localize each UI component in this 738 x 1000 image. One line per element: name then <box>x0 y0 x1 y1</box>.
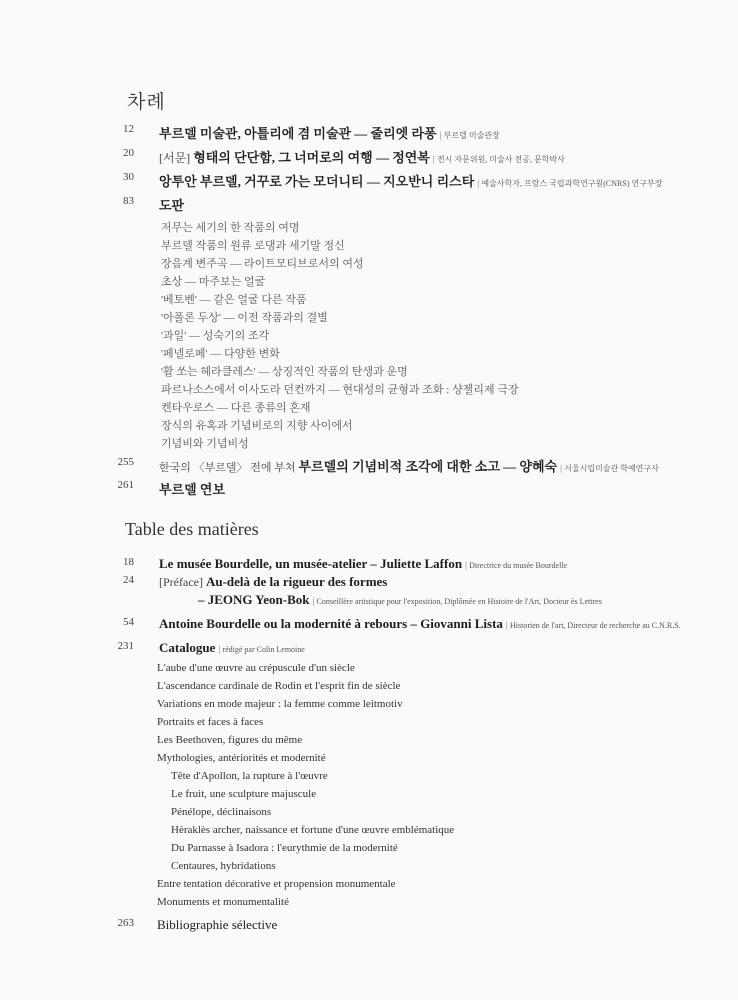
catalogue-section: Portraits et faces à faces <box>157 716 264 728</box>
plate-section: '과일' — 성숙기의 조각 <box>161 330 270 342</box>
french-toc-heading: Table des matières <box>125 519 259 539</box>
page-number: 261 <box>117 479 134 491</box>
entry-author-role: 전시 자문위원, 미술사 전공, 문학박사 <box>436 155 565 164</box>
entry-title: 형태의 단단함, 그 너머로의 여행 — 정연복 <box>193 150 430 165</box>
entry-title: 부르델 연보 <box>159 482 226 497</box>
entry-author-role: 서울시립미술관 학예연구사 <box>564 464 659 473</box>
catalogue-section: Les Beethoven, figures du même <box>157 734 303 746</box>
entry-title: Bibliographie sélective <box>157 917 278 932</box>
catalogue-section: Monuments et monumentalité <box>157 896 289 908</box>
entry-prefix: 한국의 〈부르델〉 전에 부쳐 <box>159 462 296 474</box>
entry-author-role: 부르델 미술관장 <box>443 131 500 140</box>
entry-prefix: [서문] <box>159 151 191 165</box>
plate-section: '활 쏘는 헤라클레스' — 상징적인 작품의 탄생과 운명 <box>161 366 408 378</box>
plate-section: 기념비와 기념비성 <box>161 438 249 450</box>
page-number: 263 <box>117 917 134 929</box>
plate-section: 장음계 변주곡 — 라이트모티브로서의 여성 <box>161 258 364 270</box>
entry-title: 부르델의 기념비적 조각에 대한 소고 — 양혜숙 <box>298 459 558 474</box>
entry-title: – JEONG Yeon-Bok <box>198 592 310 607</box>
page-number: 24 <box>123 574 134 586</box>
plate-section: 파르나소스에서 이사도라 던컨까지 — 현대성의 균형과 조화 : 샹젤리제 극장 <box>161 384 519 396</box>
catalogue-section: L'aube d'une œuvre au crépuscule d'un siècle <box>157 662 355 674</box>
catalogue-subsection: Centaures, hybridations <box>171 860 276 872</box>
entry-title: Le musée Bourdelle, un musée-atelier – Juliette Laffon <box>159 556 463 571</box>
catalogue-section: L'ascendance cardinale de Rodin et l'esprit fin de siècle <box>157 680 401 692</box>
entry-title: Catalogue <box>159 640 216 655</box>
catalogue-subsection: Tête d'Apollon, la rupture à l'œuvre <box>171 770 328 782</box>
plate-section: 부르델 작품의 원류 로댕과 세기말 정신 <box>161 240 345 252</box>
entry-prefix: [Préface] <box>159 575 203 589</box>
catalogue-section: Entre tentation décorative et propension monumentale <box>157 878 396 890</box>
entry-title: 부르델 미술관, 아틀리에 겸 미술관 — 줄리엣 라퐁 <box>159 126 437 141</box>
entry-author-role: Directrice du musée Bourdelle <box>469 561 568 570</box>
plate-section: 장식의 유혹과 기념비로의 지향 사이에서 <box>161 420 353 432</box>
toc-page: 차례 12 부르델 미술관, 아틀리에 겸 미술관 — 줄리엣 라퐁 | 부르델 미술관장 20 [서문] 형태의 단단함, 그 너머로의 여행 — 정연복 | 전시 자문위원, 미술사 전공, 문학박사 30 앙투안 부르델, 거꾸로 가는 모더니티 — 지오반니 리스타 | 예술사학자, 프랑스 국립과학연구원(CNRS) 연구부장 83 도판 저무는 세기의 한 작품의 여명 부르델 작품의 원류 로댕과 세기말 정신 장음계 변주곡 — 라이트모티브로서의 여성 초상 — 마주보는 얼굴 '베토벤' — 같은 얼굴 다른 작품 '아폴론 두상' — 이전 작품과의 결별 '과일' — 성숙기의 조각 '페넬로페' — 다양한 변화 '활 쏘는 헤라클레스' — 상징적인 작품의 탄생과 운명 파르나소스에서 이사도라 던컨까지 — 현대성의 균형과 조화 : 샹젤리제 극장 켄타우로스 — 다른 종류의 혼재 장식의 유혹과 기념비로의 지향 사이에서 기념비와 기념비성 255 한국의 〈부르델〉 전에 부쳐 부르델의 기념비적 조각에 대한 소고 — 양혜숙 | 서울시립미술관 학예연구사 261 부르델 연보 Table des matières 18 Le musée Bourdelle, un musée-atelier – Juliette Laffon | Directrice du musée Bourdelle 24 [Préface] Au-delà de la rigueur des formes – JEONG Yeon-Bok | Conseillère artistique pour l'exposition, Diplômée en Histoire de l'Art, Docteur ès Lettres 54 Antoine Bourdelle ou la modernité à rebours – Giovanni Lista | Historien de l'art, Directeur de recherche au C.N.R.S. 231 Catalogue | rédigé par Colin Lemoine L'aube d'une œuvre au crépuscule d'un siècle L'ascendance cardinale de Rodin et l'esprit fin de siècle Variations en mode majeur : la femme comme leitmotiv Portraits et faces à faces Les Beethoven, figures du même Mythologies, antériorités et modernité Tête d'Apollon, la rupture à l'œuvre Le fruit, une sculpture majuscule Pénélope, déclinaisons Hèraklès archer, naissance et fortune d'une œuvre emblématique Du Parnasse à Isadora : l'eurythmie de la modernité Centaures, hybridations Entre tentation décorative et propension monumentale Monuments et monumentalité 263 Bibliographie sélective <box>0 0 738 1000</box>
entry-title: Au-delà de la rigueur des formes <box>205 574 388 589</box>
plate-section: 켄타우로스 — 다른 종류의 혼재 <box>161 402 311 414</box>
page-number: 83 <box>123 195 134 207</box>
page-number: 12 <box>123 123 134 135</box>
page-number: 20 <box>123 147 134 159</box>
plate-section: '아폴론 두상' — 이전 작품과의 결별 <box>161 312 328 324</box>
plate-section: 저무는 세기의 한 작품의 여명 <box>161 222 300 234</box>
entry-title: Antoine Bourdelle ou la modernité à rebours – Giovanni Lista <box>159 616 503 631</box>
page-number: 231 <box>117 640 134 652</box>
entry-title: 앙투안 부르델, 거꾸로 가는 모더니티 — 지오반니 리스타 <box>159 174 475 189</box>
korean-toc-heading: 차례 <box>127 92 166 113</box>
catalogue-section: Variations en mode majeur : la femme comme leitmotiv <box>157 698 403 710</box>
plate-section: '페넬로페' — 다양한 변화 <box>161 348 280 360</box>
entry-author-role: rédigé par Colin Lemoine <box>222 645 305 654</box>
entry-title: 도판 <box>159 198 185 213</box>
catalogue-section: Mythologies, antériorités et modernité <box>157 752 326 764</box>
catalogue-subsection: Pénélope, déclinaisons <box>171 806 272 818</box>
catalogue-subsection: Du Parnasse à Isadora : l'eurythmie de la modernité <box>171 842 398 854</box>
page-number: 18 <box>123 556 134 568</box>
plate-section: '베토벤' — 같은 얼굴 다른 작품 <box>161 294 307 306</box>
catalogue-subsection: Le fruit, une sculpture majuscule <box>171 788 317 800</box>
plate-section: 초상 — 마주보는 얼굴 <box>161 276 266 288</box>
entry-author-role: Historien de l'art, Directeur de recherche au C.N.R.S. <box>509 621 681 630</box>
catalogue-subsection: Hèraklès archer, naissance et fortune d'une œuvre emblématique <box>171 824 455 836</box>
page-number: 54 <box>123 616 134 628</box>
page-number: 255 <box>117 456 134 468</box>
entry-author-role: Conseillère artistique pour l'exposition, Diplômée en Histoire de l'Art, Docteur ès Lettres <box>316 597 602 606</box>
page-number: 30 <box>123 171 134 183</box>
entry-author-role: 예술사학자, 프랑스 국립과학연구원(CNRS) 연구부장 <box>481 179 663 188</box>
